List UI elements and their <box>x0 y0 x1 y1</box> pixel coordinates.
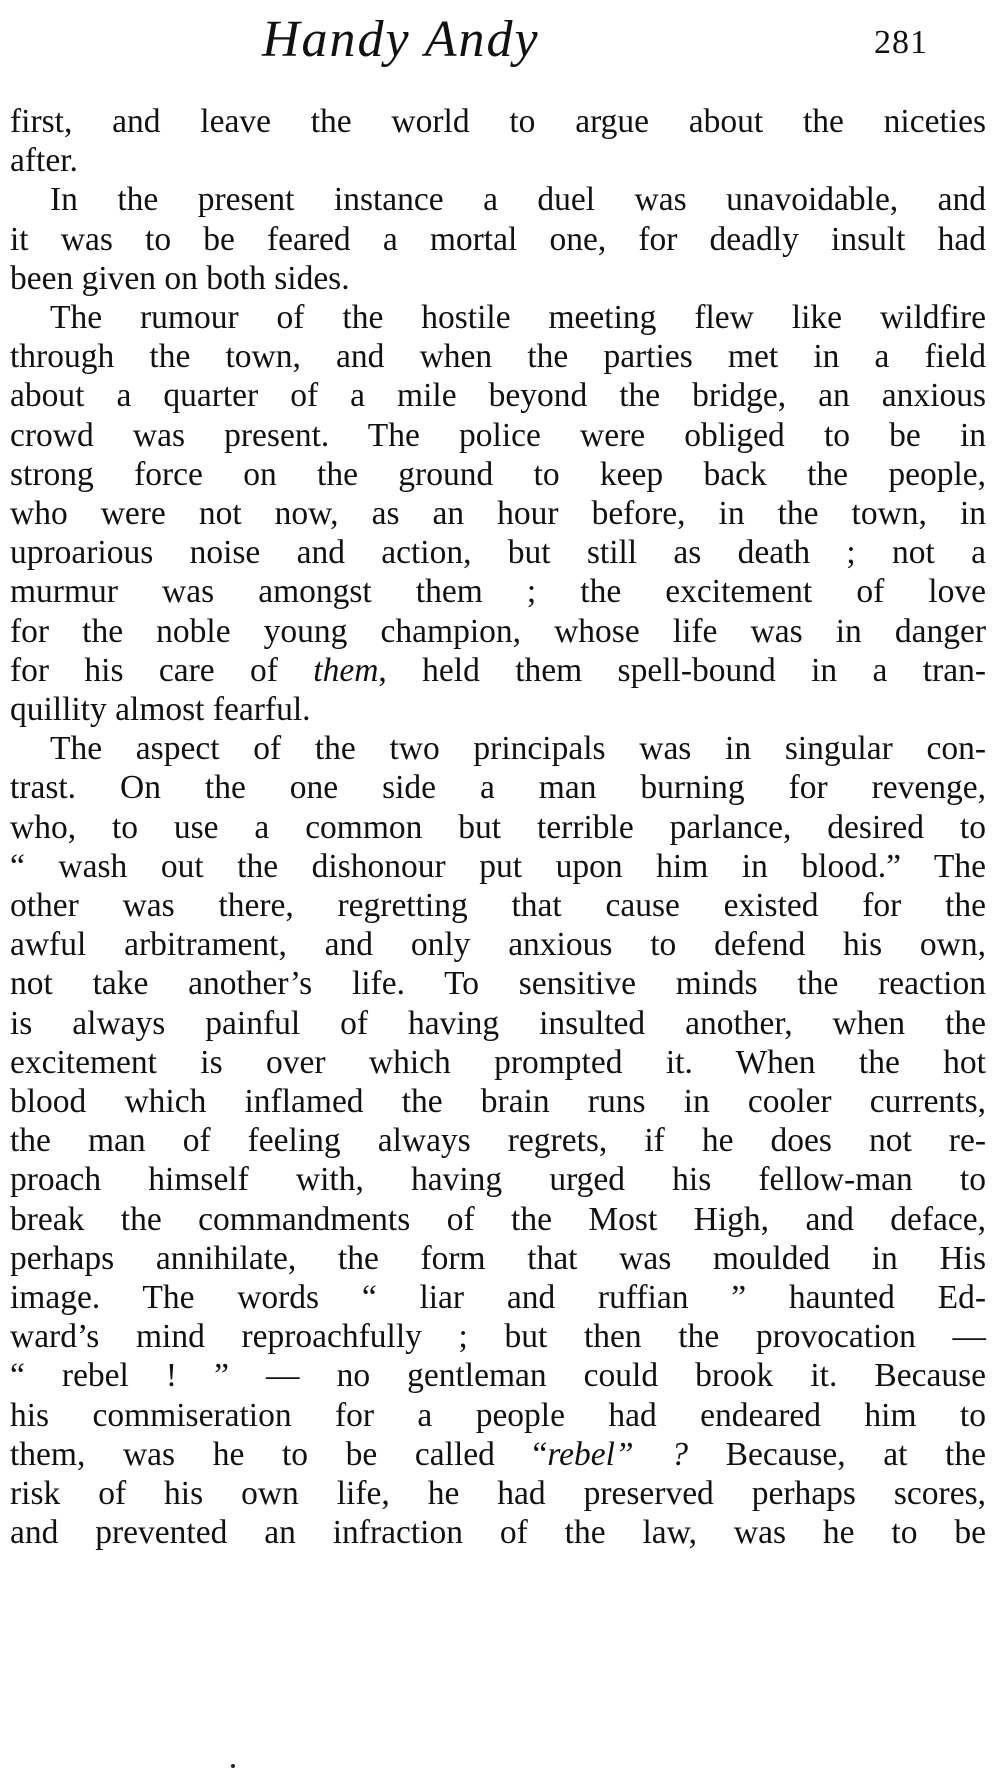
text-line: about a quarter of a mile beyond the bridge, an anxious <box>10 377 986 415</box>
line-text: , held them spell-bound in a tran- <box>378 651 986 689</box>
line-text: them, was he to be called “ <box>10 1435 548 1473</box>
italic-text: rebel” ? <box>547 1435 688 1473</box>
text-line: trast. On the one side a man burning for revenge, <box>10 769 986 807</box>
text-line: who, to use a common but terrible parlance, desired to <box>10 808 986 846</box>
text-line: other was there, regretting that cause existed for the <box>10 887 986 924</box>
text-line: not take another’s life. To sensitive minds the reaction <box>10 965 986 1003</box>
text-line: who were not now, as an hour before, in the town, in <box>10 495 986 532</box>
text-line: image. The words “ liar and ruffian ” haunted Ed- <box>10 1279 986 1316</box>
text-line: crowd was present. The police were obliged to be in <box>10 416 986 454</box>
text-line: “ wash out the dishonour put upon him in blood.” The <box>10 847 986 885</box>
text-line <box>10 649 986 693</box>
text-line: In the present instance a duel was unavoidable, and <box>50 181 986 219</box>
text-line <box>10 1433 986 1477</box>
text-line: and prevented an infraction of the law, was he to be <box>10 1514 986 1552</box>
text-line: blood which inflamed the brain runs in cooler currents, <box>10 1083 986 1120</box>
stray-ink-mark <box>231 1764 235 1768</box>
text-line: for the noble young champion, whose life was in danger <box>10 612 986 650</box>
italic-text: them <box>313 651 379 689</box>
text-line: excitement is over which prompted it. When the hot <box>10 1043 986 1081</box>
page-number: 281 <box>874 24 928 61</box>
line-text: for his care of <box>10 651 314 689</box>
text-line: is always painful of having insulted another, when the <box>10 1004 986 1042</box>
text-line: murmur was amongst them ; the excitement of love <box>10 573 986 611</box>
text-line: awful arbitrament, and only anxious to defend his own, <box>10 926 986 964</box>
running-title: Handy Andy <box>262 11 540 68</box>
text-line: been given on both sides. <box>10 259 350 297</box>
text-line: risk of his own life, he had preserved perhaps scores, <box>10 1475 986 1512</box>
text-line: first, and leave the world to argue about the niceties <box>10 103 986 140</box>
text-line: proach himself with, having urged his fellow-man to <box>10 1161 986 1199</box>
text-line: “ rebel ! ” — no gentleman could brook it. Because <box>10 1357 986 1395</box>
text-line: through the town, and when the parties met in a field <box>10 338 986 376</box>
running-head <box>0 0 1000 88</box>
text-line: strong force on the ground to keep back the people, <box>10 455 986 493</box>
text-line: uproarious noise and action, but still as death ; not a <box>10 534 986 572</box>
text-line: after. <box>10 142 78 180</box>
text-line: break the commandments of the Most High, and deface, <box>10 1200 986 1238</box>
text-line: ward’s mind reproachfully ; but then the provocation — <box>10 1318 986 1356</box>
line-text: Because, at the <box>688 1435 986 1473</box>
text-line: his commiseration for a people had endeared him to <box>10 1396 986 1434</box>
text-line: The aspect of the two principals was in singular con- <box>50 730 986 768</box>
text-line: The rumour of the hostile meeting flew like wildfire <box>50 299 986 336</box>
text-line: the man of feeling always regrets, if he does not re- <box>10 1122 986 1160</box>
text-line: it was to be feared a mortal one, for deadly insult had <box>10 220 986 258</box>
text-line: quillity almost fearful. <box>10 691 311 728</box>
text-line: perhaps annihilate, the form that was moulded in His <box>10 1239 986 1277</box>
